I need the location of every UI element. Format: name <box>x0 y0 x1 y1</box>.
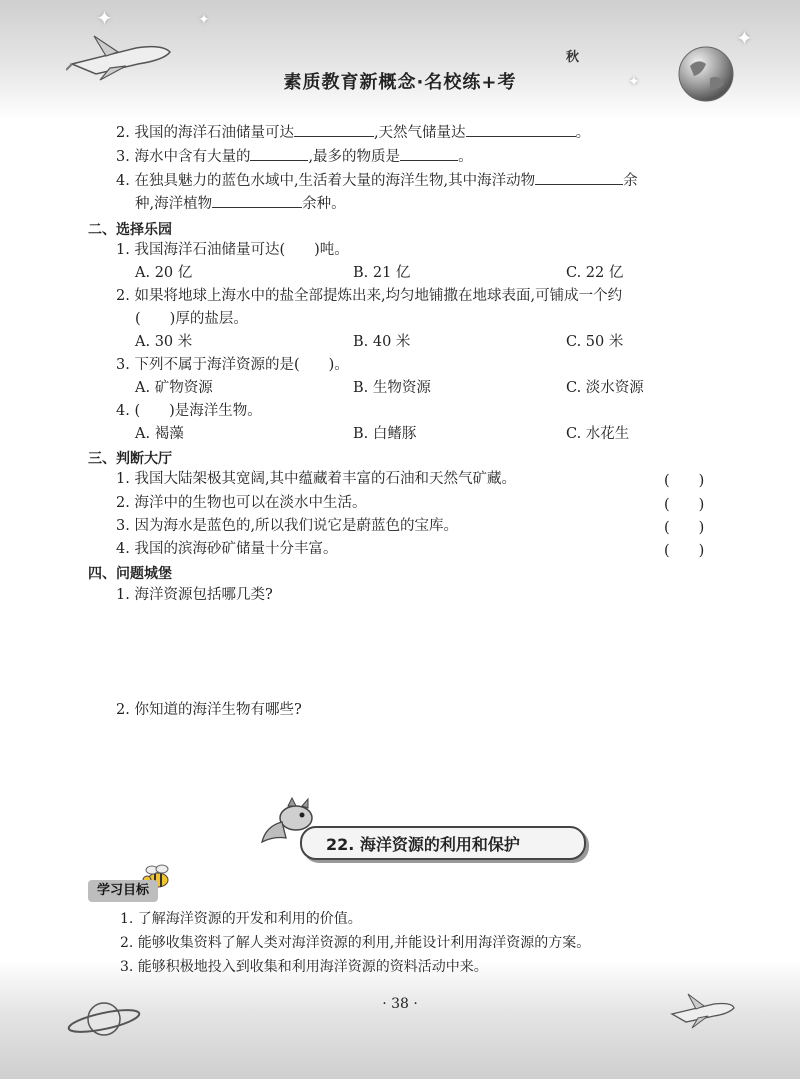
item-text: 我国的海洋石油储量可达 <box>134 125 294 141</box>
question-text: 下列不属于海洋资源的是( )。 <box>134 357 349 373</box>
question-text-cont: ( )厚的盐层。 <box>135 311 248 327</box>
fill-item-4 <box>116 170 638 191</box>
statement-text: 海洋中的生物也可以在淡水中生活。 <box>134 495 367 511</box>
choice-question <box>116 355 349 375</box>
option-a[interactable]: A. 褐藻 <box>135 426 184 442</box>
judge-item <box>116 493 366 513</box>
option-a[interactable]: A. 30 米 <box>135 334 193 350</box>
item-number: 2. <box>116 702 130 718</box>
item-number: 1. <box>116 587 130 603</box>
item-text: 。 <box>575 125 591 141</box>
item-number: 3. <box>116 149 130 165</box>
answer-blank[interactable] <box>294 122 374 137</box>
item-text: 余种。 <box>302 196 346 212</box>
star-icon: ✦ <box>198 12 210 28</box>
item-number: 1. <box>116 242 130 258</box>
choice-question <box>116 240 349 260</box>
item-number: 2. <box>116 495 130 511</box>
item-number: 2. <box>116 288 130 304</box>
statement-text: 我国的滨海砂矿储量十分丰富。 <box>134 541 338 557</box>
item-text: 在独具魅力的蓝色水域中,生活着大量的海洋生物,其中海洋动物 <box>134 173 536 189</box>
question-text: 如果将地球上海水中的盐全部提炼出来,均匀地铺撒在地球表面,可铺成一个约 <box>134 288 623 304</box>
item-number: 4. <box>116 541 130 557</box>
answer-blank[interactable] <box>212 193 302 208</box>
star-icon: ✦ <box>628 74 640 90</box>
option-b[interactable]: B. 生物资源 <box>353 380 431 396</box>
star-icon: ✦ <box>736 26 753 50</box>
answer-paren[interactable]: ( ) <box>664 473 705 489</box>
option-a[interactable]: A. 矿物资源 <box>135 380 213 396</box>
learning-goals-tag: 学习目标 <box>88 880 158 902</box>
section-title-questions: 四、问题城堡 <box>88 566 172 582</box>
answer-paren[interactable]: ( ) <box>664 543 705 559</box>
answer-paren[interactable]: ( ) <box>664 520 705 536</box>
question-text: 我国海洋石油储量可达( )吨。 <box>134 242 349 258</box>
judge-item <box>116 516 458 536</box>
question-text: 海洋资源包括哪几类? <box>134 587 273 603</box>
goal-item: 1. 了解海洋资源的开发和利用的价值。 <box>120 911 362 927</box>
fill-item-3 <box>116 146 473 167</box>
item-number: 3. <box>116 357 130 373</box>
answer-blank[interactable] <box>250 146 308 161</box>
fill-item-2 <box>116 122 590 143</box>
goal-item: 2. 能够收集资料了解人类对海洋资源的利用,并能设计利用海洋资源的方案。 <box>120 935 591 951</box>
statement-text: 我国大陆架极其宽阔,其中蕴藏着丰富的石油和天然气矿藏。 <box>134 471 517 487</box>
item-number: 3. <box>116 518 130 534</box>
page-number: · 38 · <box>382 996 418 1012</box>
option-c[interactable]: C. 淡水资源 <box>566 380 644 396</box>
season-label: 秋 <box>566 50 580 65</box>
answer-blank[interactable] <box>466 122 576 137</box>
option-c[interactable]: C. 水花生 <box>566 426 630 442</box>
item-number: 4. <box>116 403 130 419</box>
question-text: 你知道的海洋生物有哪些? <box>134 702 302 718</box>
item-text: ,天然气储量达 <box>373 125 466 141</box>
item-text: ,最多的物质是 <box>308 149 401 165</box>
item-number: 1. <box>116 471 130 487</box>
book-title: 素质教育新概念·名校练+考 <box>283 72 517 93</box>
item-text: 种,海洋植物 <box>135 196 213 212</box>
item-text: 余 <box>623 173 638 189</box>
star-icon: ✦ <box>96 6 113 30</box>
section-title-choice: 二、选择乐园 <box>88 222 172 238</box>
judge-item <box>116 469 516 489</box>
section-title-judge: 三、判断大厅 <box>88 451 172 467</box>
goal-item: 3. 能够积极地投入到收集和利用海洋资源的资料活动中来。 <box>120 959 488 975</box>
option-b[interactable]: B. 21 亿 <box>353 265 411 281</box>
option-b[interactable]: B. 白鳍豚 <box>353 426 417 442</box>
answer-blank[interactable] <box>535 170 623 185</box>
option-a[interactable]: A. 20 亿 <box>135 265 193 281</box>
fill-item-4-cont <box>135 193 346 214</box>
option-b[interactable]: B. 40 米 <box>353 334 411 350</box>
option-c[interactable]: C. 50 米 <box>566 334 624 350</box>
question-text: ( )是海洋生物。 <box>134 403 262 419</box>
open-question <box>116 700 302 720</box>
item-number: 4. <box>116 173 130 189</box>
judge-item <box>116 539 337 559</box>
statement-text: 因为海水是蓝色的,所以我们说它是蔚蓝色的宝库。 <box>134 518 459 534</box>
item-number: 2. <box>116 125 130 141</box>
item-text: 。 <box>458 149 473 165</box>
choice-question <box>116 401 262 421</box>
choice-question <box>116 286 622 306</box>
option-c[interactable]: C. 22 亿 <box>566 265 624 281</box>
answer-blank[interactable] <box>400 146 458 161</box>
open-question <box>116 585 273 605</box>
answer-paren[interactable]: ( ) <box>664 497 705 513</box>
item-text: 海水中含有大量的 <box>134 149 251 165</box>
lesson-title: 22. 海洋资源的利用和保护 <box>326 835 520 854</box>
